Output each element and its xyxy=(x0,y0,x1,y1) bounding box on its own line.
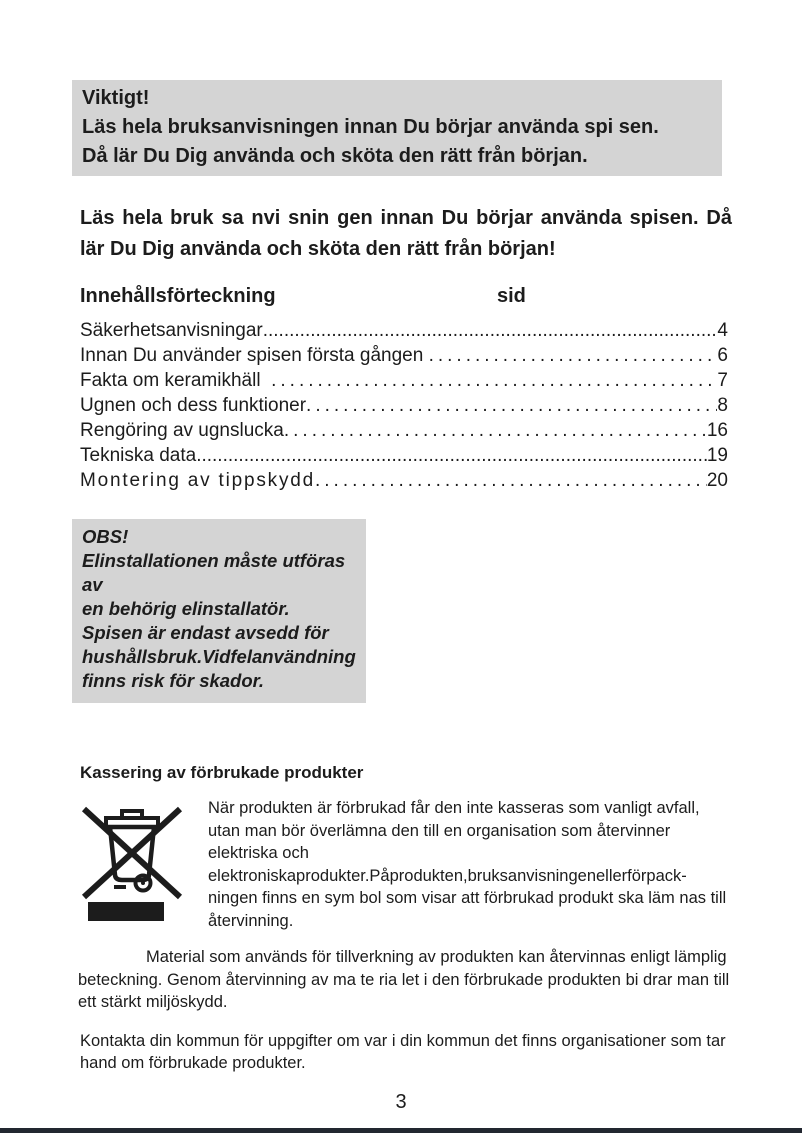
toc-item-label: Fakta om keramikhäll xyxy=(80,370,272,391)
obs-line: OBS! xyxy=(82,526,129,547)
toc-leader-dots xyxy=(263,318,718,343)
disposal-paragraph-2: Material som används för tillverkning av produkten kan återvinnas enligt lämplig beteckning. Genom återvinning av ma te ria let i den förbrukade produkten bi drar man till ett stärkt miljöskydd. xyxy=(78,948,730,1011)
toc-row xyxy=(80,468,728,493)
important-notice-line: Viktigt! xyxy=(82,87,150,109)
toc-item-label: Rengöring av ugnslucka xyxy=(80,420,284,441)
toc-leader-dots xyxy=(306,393,717,418)
toc-row xyxy=(80,343,728,368)
toc-row xyxy=(80,393,728,418)
toc-leader-dots xyxy=(315,468,707,493)
obs-line: finns risk för skador. xyxy=(82,670,264,691)
important-notice-line: Då lär Du Dig använda och sköta den rätt från början. xyxy=(82,145,588,167)
toc-header xyxy=(80,285,802,310)
disposal-paragraph-1: När produkten är förbrukad får den inte kasseras som vanligt avfall, utan man bör överlämna den till en organisation som återvinner elektriska och elektroniskaprodukter.Påprodukten,bruksanvisningenellerförpack-ningen finns en sym bol som visar att förbrukad produkt ska läm nas till återvinning. xyxy=(208,799,727,930)
toc-leader-dots xyxy=(284,418,707,443)
obs-line: en behörig elinstallatör. xyxy=(82,598,290,619)
toc-leader-dots xyxy=(429,343,718,368)
toc-item-label: Innan Du använder spisen första gången xyxy=(80,345,429,366)
toc-page-number: 4 xyxy=(717,320,728,341)
toc-page-number: 6 xyxy=(717,345,728,366)
toc-page-number: 8 xyxy=(717,395,728,416)
obs-line: Spisen är endast avsedd för xyxy=(82,622,329,643)
toc-page-number: 7 xyxy=(717,370,728,391)
toc-page-number: 20 xyxy=(706,470,728,491)
important-notice-box xyxy=(72,80,722,176)
toc-title: Innehållsförteckning xyxy=(80,285,276,307)
important-notice-line: Läs hela bruksanvisningen innan Du börjar använda spi sen. xyxy=(82,116,659,138)
obs-notice-box xyxy=(72,519,366,703)
obs-line: Elinstallationen måste utföras av xyxy=(82,550,346,595)
toc-row xyxy=(80,368,728,393)
toc-leader-dots xyxy=(271,368,717,393)
weee-crossed-out-wheeled-bin-icon xyxy=(80,797,184,921)
obs-line: hushållsbruk.Vidfelanvändning xyxy=(82,646,356,667)
toc-item-label: Montering av tippskydd xyxy=(80,470,315,491)
page-number: 3 xyxy=(395,1091,407,1113)
toc-row xyxy=(80,443,728,468)
toc-item-label: Tekniska data xyxy=(80,445,197,466)
toc-leader-dots xyxy=(196,443,707,468)
toc-row xyxy=(80,418,728,443)
intro-paragraph: Läs hela bruk sa nvi snin gen innan Du börjar använda spisen. Då lär Du Dig använda och sköta den rätt från början! xyxy=(80,207,732,260)
toc-item-label: Ugnen och dess funktioner xyxy=(80,395,307,416)
toc-list xyxy=(80,318,728,493)
toc-page-number: 19 xyxy=(706,445,728,466)
disposal-section xyxy=(80,797,732,1075)
toc-item-label: Säkerhetsanvisningar xyxy=(80,320,263,341)
disposal-paragraph-3: Kontakta din kommun för uppgifter om var i din kommun det finns organisationer som tar hand om förbrukade produkter. xyxy=(80,1031,726,1072)
toc-row xyxy=(80,318,728,343)
toc-page-number: 16 xyxy=(706,420,728,441)
footer-bar xyxy=(0,1128,802,1133)
toc-page-column-header: sid xyxy=(497,285,526,307)
disposal-section-heading: Kassering av förbrukade produkter xyxy=(80,763,364,782)
